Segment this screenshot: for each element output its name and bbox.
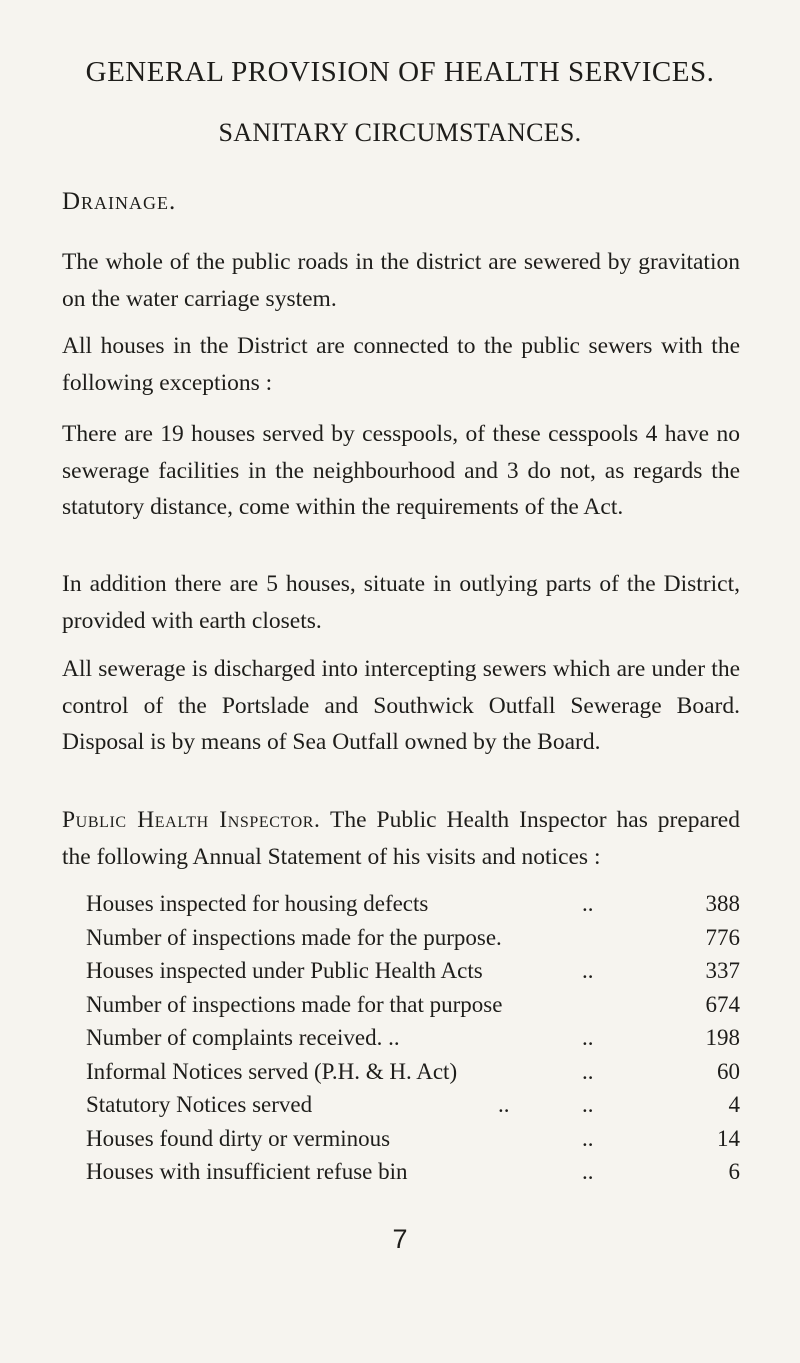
stat-value: 198 [705, 1025, 740, 1050]
leader-dots: .. [582, 891, 594, 916]
stat-label: Number of inspections made for that purpose [86, 991, 503, 1017]
stat-row [86, 988, 740, 1022]
stat-value: 674 [705, 991, 740, 1017]
stat-row [86, 921, 740, 955]
leader-dots: .. [582, 958, 594, 983]
leader-dots: .. [498, 1092, 510, 1117]
stat-row [86, 1122, 740, 1156]
paragraph: There are 19 houses served by cesspools, of these cesspools 4 have no sewerage facilities in the neighbourhood and 3 do not, as regards the statutory distance, come within the requirements of the Act. [62, 421, 740, 520]
statistics-list [86, 887, 740, 1189]
stat-row [86, 887, 740, 921]
stat-value: 6 [728, 1159, 740, 1184]
stat-label: Statutory Notices served [86, 1092, 313, 1117]
stat-row [86, 1021, 740, 1055]
stat-label: Houses inspected for housing defects [86, 891, 429, 916]
stat-label: Informal Notices served (P.H. & H. Act) [86, 1058, 458, 1084]
leader-dots: .. [582, 1058, 594, 1084]
stat-label: Houses found dirty or verminous [86, 1125, 391, 1151]
page-number: 7 [392, 1224, 408, 1254]
stat-row [86, 1155, 740, 1189]
stat-label: Houses inspected under Public Health Acts [86, 958, 483, 983]
paragraph: All houses in the District are connected to the public sewers with the following exceptions : [62, 333, 740, 396]
stat-label: Number of inspections made for the purpose. [86, 924, 502, 950]
leader-dots: .. [582, 1092, 594, 1117]
leader-dots: .. [582, 1025, 594, 1050]
paragraph: All sewerage is discharged into intercepting sewers which are under the control of the Portslade and Southwick Outfall Sewerage Board. Disposal is by means of Sea Outfall owned by the Board. [62, 656, 740, 755]
stat-row [86, 954, 740, 988]
stat-value: 337 [705, 958, 740, 983]
stat-value: 60 [717, 1058, 740, 1084]
paragraph: The whole of the public roads in the district are sewered by gravitation on the water carriage system. [62, 249, 740, 312]
stat-value: 776 [705, 924, 740, 950]
inspector-paragraph [62, 802, 740, 875]
section-title: SANITARY CIRCUMSTANCES. [218, 118, 582, 147]
inspector-intro: The Public Health Inspector has prepared the following Annual Statement of his visits and notices : [62, 807, 740, 870]
paragraph: In addition there are 5 houses, situate in outlying parts of the District, provided with earth closets. [62, 571, 740, 634]
page-title: GENERAL PROVISION OF HEALTH SERVICES. [85, 56, 715, 88]
drainage-heading: Drainage. [62, 188, 177, 215]
stat-value: 14 [717, 1125, 740, 1151]
stat-label: Houses with insufficient refuse bin [86, 1159, 408, 1184]
stat-row [86, 1088, 740, 1122]
stat-value: 388 [705, 891, 740, 916]
stat-row [86, 1055, 740, 1089]
stat-value: 4 [728, 1092, 740, 1117]
stat-label: Number of complaints received. .. [86, 1025, 400, 1050]
leader-dots: .. [582, 1159, 594, 1184]
leader-dots: .. [582, 1125, 594, 1151]
inspector-heading: Public Health Inspector. [62, 807, 321, 833]
